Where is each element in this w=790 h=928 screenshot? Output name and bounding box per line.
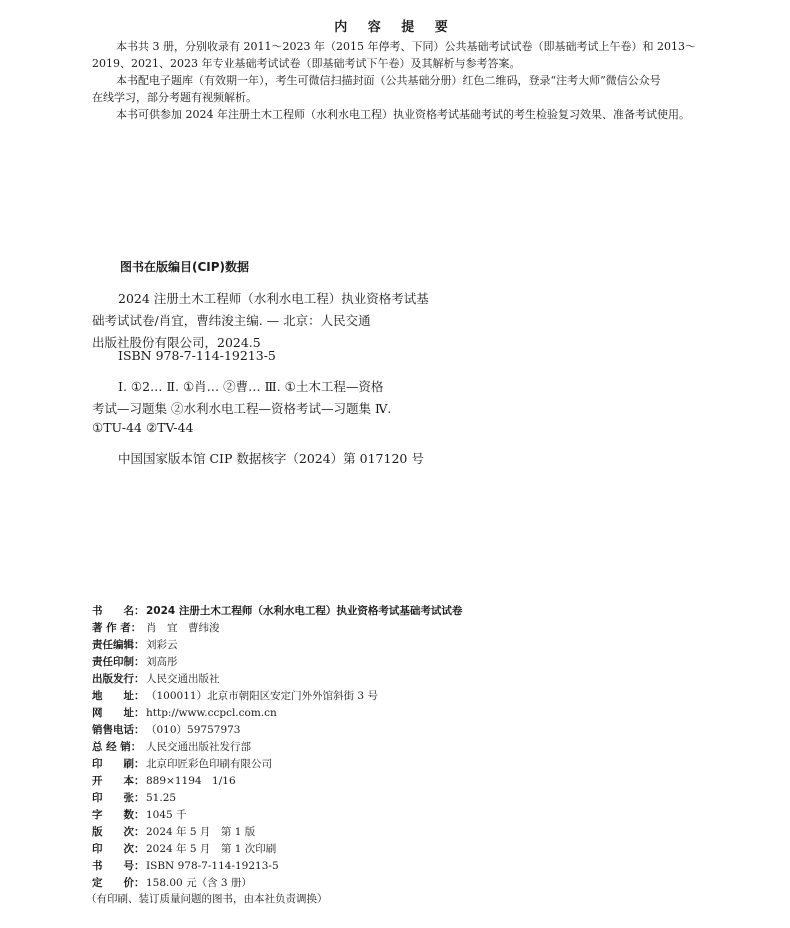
imprint-row-sales-phone (92, 722, 241, 739)
imprint-label: 印 刷： (92, 758, 145, 770)
imprint-label: 开 本： (92, 775, 145, 787)
imprint-label: 定 价： (92, 877, 145, 889)
imprint-label: 书 名： (92, 605, 145, 617)
imprint-value: （010）59757973 (146, 724, 241, 736)
imprint-row-website (92, 705, 277, 722)
imprint-label: 版 次： (92, 826, 145, 838)
imprint-label: 地 址： (92, 690, 145, 702)
imprint-row-sheets (92, 790, 176, 807)
cip-record-number: 中国国家版本馆 CIP 数据核字（2024）第 017120 号 (118, 451, 424, 466)
imprint-label: 书 号： (92, 860, 145, 872)
cip-isbn: ISBN 978-7-114-19213-5 (118, 348, 276, 363)
imprint-value: 2024 年 5 月 第 1 次印刷 (146, 843, 277, 855)
summary-line-4: 在线学习，部分考题有视频解析。 (92, 91, 257, 104)
cip-heading: 图书在版编目(CIP)数据 (120, 260, 250, 274)
imprint-row-distributor (92, 739, 251, 756)
imprint-row-publisher (92, 671, 220, 688)
imprint-value: 2024 年 5 月 第 1 版 (146, 826, 256, 838)
imprint-footnote: （有印刷、装订质量问题的图书，由本社负责调换） (86, 893, 328, 905)
cip-line-3: 出版社股份有限公司，2024.5 (92, 335, 261, 350)
cip-classification-2: 考试—习题集 ②水利水电工程—资格考试—习题集 Ⅳ. (92, 401, 392, 416)
summary-line-3: 本书配电子题库（有效期一年），考生可微信扫描封面（公共基础分册）红色二维码，登录“注考大师”微信公众号 (116, 74, 661, 87)
imprint-value: 肖 宜 曹纬浚 (146, 622, 220, 634)
imprint-value: 889×1194 1/16 (146, 775, 236, 787)
cip-classification-3: ①TU-44 ②TV-44 (92, 420, 194, 435)
imprint-label: 印 张： (92, 792, 145, 804)
imprint-value: 刘彩云 (146, 639, 178, 651)
cip-classification-1: Ⅰ. ①2… Ⅱ. ①肖… ②曹… Ⅲ. ①土木工程—资格 (118, 379, 384, 394)
imprint-row-title (92, 603, 462, 620)
imprint-label: 著 作 者： (92, 622, 142, 634)
imprint-row-editor (92, 637, 178, 654)
imprint-label: 总 经 销： (92, 741, 142, 753)
imprint-value: 人民交通出版社 (146, 673, 220, 685)
imprint-label: 出版发行： (92, 673, 145, 685)
imprint-label: 网 址： (92, 707, 145, 719)
summary-line-5: 本书可供参加 2024 年注册土木工程师（水利水电工程）执业资格考试基础考试的考生检验复习效果、准备考试使用。 (116, 108, 690, 121)
imprint-value: ISBN 978-7-114-19213-5 (146, 860, 279, 872)
cip-line-1: 2024 注册土木工程师（水利水电工程）执业资格考试基 (118, 291, 429, 306)
summary-title: 内 容 提 要 (334, 20, 456, 35)
imprint-value: 1045 千 (146, 809, 187, 821)
imprint-row-printing (92, 841, 276, 858)
imprint-value: 158.00 元（含 3 册） (146, 877, 252, 889)
imprint-value: 刘高彤 (146, 656, 178, 668)
imprint-label: 责任印制： (92, 656, 145, 668)
imprint-value: 北京印匠彩色印刷有限公司 (146, 758, 272, 770)
imprint-label: 印 次： (92, 843, 145, 855)
imprint-row-author (92, 620, 220, 637)
imprint-value: 51.25 (146, 792, 177, 804)
imprint-row-isbn (92, 858, 279, 875)
imprint-row-price (92, 875, 252, 892)
imprint-row-word-count (92, 807, 187, 824)
imprint-row-address (92, 688, 378, 705)
imprint-label: 责任编辑： (92, 639, 145, 651)
imprint-value: （100011）北京市朝阳区安定门外外馆斜街 3 号 (146, 690, 378, 702)
imprint-row-printer (92, 756, 272, 773)
imprint-value: 2024 注册土木工程师（水利水电工程）执业资格考试基础考试试卷 (146, 605, 463, 617)
summary-line-2: 2019、2021、2023 年专业基础考试试卷（即基础考试下午卷）及其解析与参考答案。 (92, 57, 521, 70)
imprint-row-edition (92, 824, 255, 841)
imprint-value: http://www.ccpcl.com.cn (146, 707, 277, 719)
summary-line-1: 本书共 3 册，分别收录有 2011～2023 年（2015 年停考、下同）公共基础考试试卷（即基础考试上午卷）和 2013～ (116, 40, 696, 53)
cip-line-2: 础考试试卷/肖宜，曹纬浚主编. — 北京：人民交通 (92, 313, 371, 328)
imprint-row-print-manager (92, 654, 178, 671)
imprint-row-format (92, 773, 236, 790)
imprint-value: 人民交通出版社发行部 (146, 741, 251, 753)
imprint-label: 销售电话： (92, 724, 145, 736)
imprint-label: 字 数： (92, 809, 145, 821)
